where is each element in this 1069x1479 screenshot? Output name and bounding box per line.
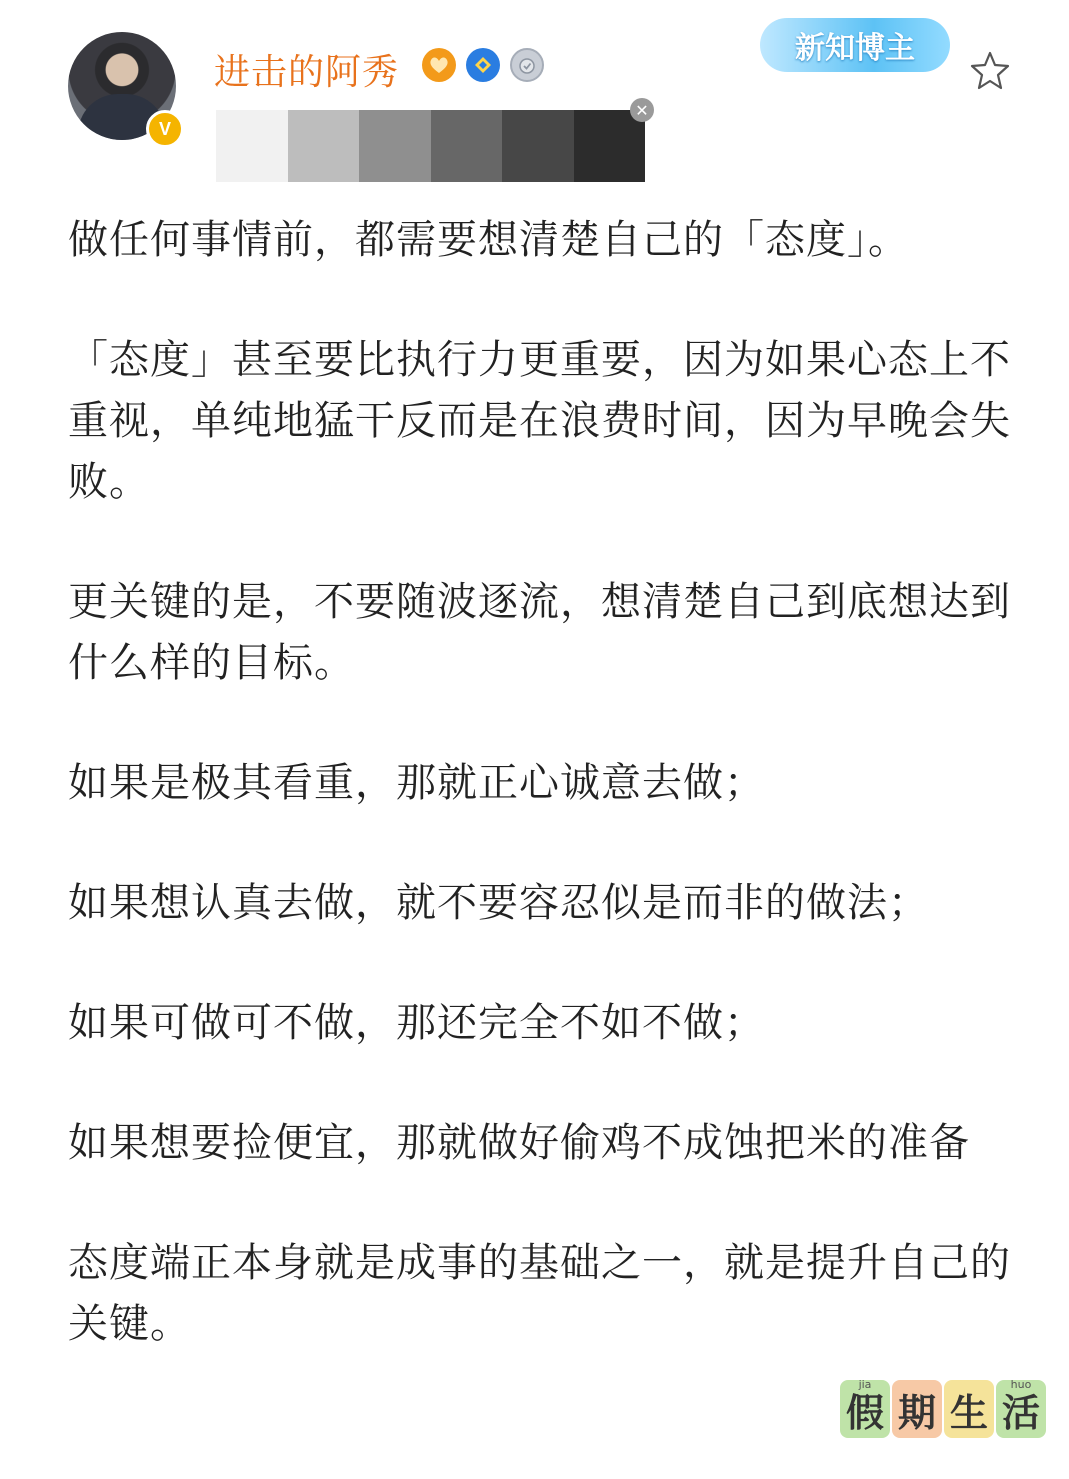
redacted-block: [574, 110, 646, 182]
watermark-logo: [840, 1380, 1046, 1438]
redacted-block: [288, 110, 360, 182]
redacted-block: [502, 110, 574, 182]
diamond-badge-icon[interactable]: [466, 48, 500, 82]
watermark-glyph: 期: [897, 1389, 936, 1435]
post-paragraph: 更关键的是，不要随波逐流，想清楚自己到底想达到什么样的目标。: [68, 579, 1011, 686]
redacted-block: [431, 110, 503, 182]
watermark-char: [996, 1380, 1046, 1438]
watermark-char: [840, 1380, 890, 1438]
post-paragraph: 如果想要捡便宜，那就做好偷鸡不成蚀把米的准备: [68, 1120, 970, 1166]
post-paragraph: 态度端正本身就是成事的基础之一，就是提升自己的关键。: [68, 1240, 1011, 1347]
verified-badge-icon: V: [146, 110, 184, 148]
watermark-pinyin: jia: [858, 1378, 872, 1391]
watermark-char: [944, 1380, 994, 1438]
watermark-pinyin: huo: [1010, 1378, 1032, 1391]
watermark-glyph: 假: [845, 1389, 884, 1435]
star-outline-icon[interactable]: [968, 48, 1012, 92]
post-body: [68, 210, 1018, 1414]
watermark-glyph: 生: [949, 1389, 988, 1435]
close-icon[interactable]: ✕: [630, 98, 654, 122]
heart-hands-badge-icon[interactable]: [422, 48, 456, 82]
post-paragraph: 如果是极其看重，那就正心诚意去做；: [68, 760, 765, 806]
redacted-info-bar: [216, 110, 645, 182]
watermark-char: [892, 1380, 942, 1438]
author-badges: [422, 48, 544, 82]
post-paragraph: 「态度」甚至要比执行力更重要，因为如果心态上不重视，单纯地猛干反而是在浪费时间，因为早晚会失败。: [68, 337, 1011, 505]
post-paragraph: 做任何事情前，都需要想清楚自己的「态度」。: [68, 217, 909, 263]
redacted-block: [359, 110, 431, 182]
post-paragraph: 如果可做可不做，那还完全不如不做；: [68, 1000, 765, 1046]
redacted-block: [216, 110, 288, 182]
silver-medal-icon[interactable]: [510, 48, 544, 82]
post-paragraph: 如果想认真去做，就不要容忍似是而非的做法；: [68, 880, 929, 926]
author-name[interactable]: 进击的阿秀: [214, 52, 400, 93]
topic-tag-badge[interactable]: 新知博主: [760, 18, 950, 72]
watermark-glyph: 活: [1001, 1389, 1040, 1435]
